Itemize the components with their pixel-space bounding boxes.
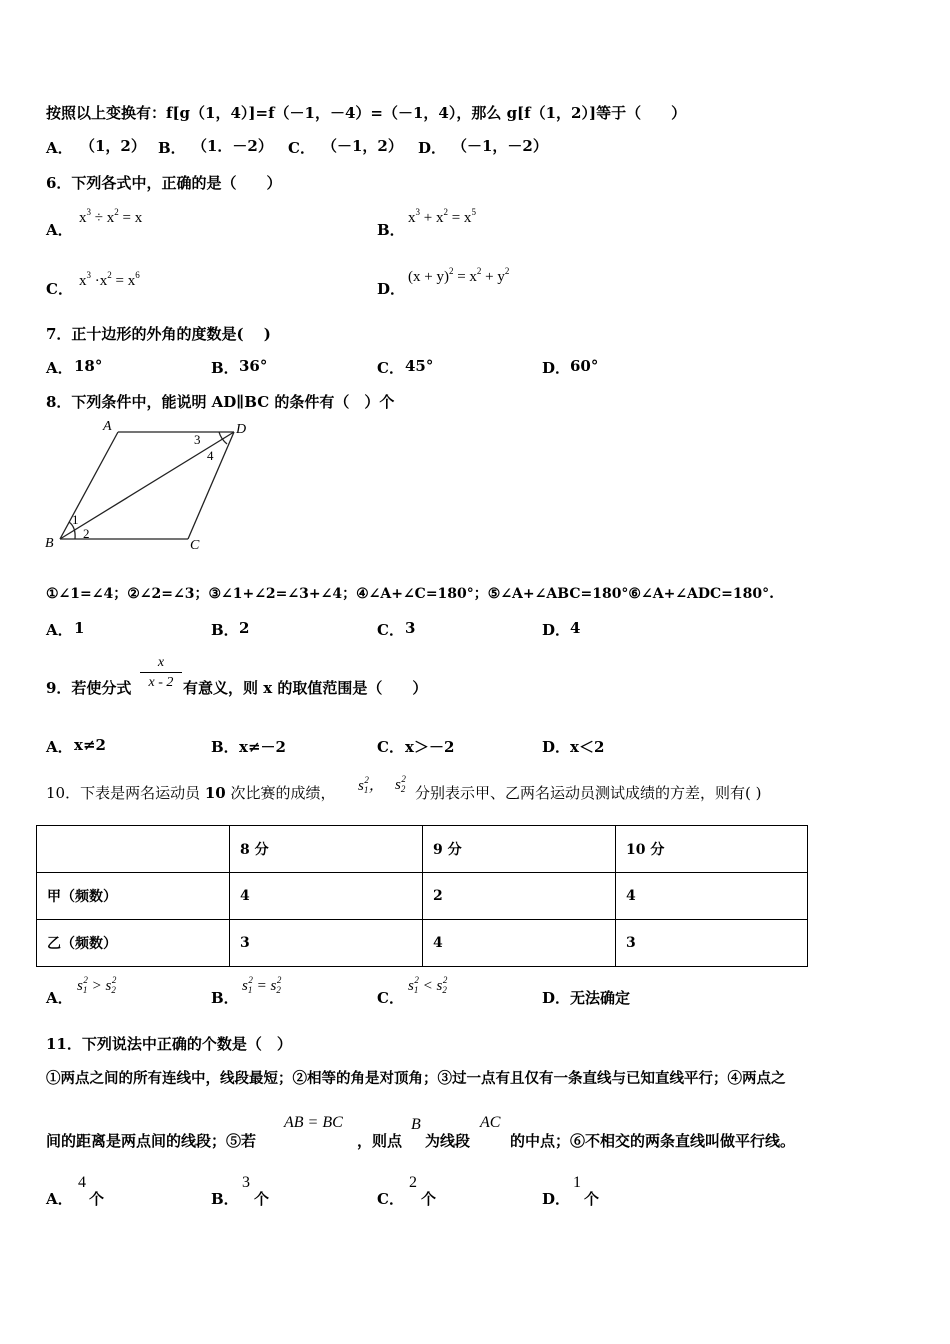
- q10-option-b-letter: B．: [211, 989, 239, 1007]
- q9-fraction-denominator: x - 2: [140, 672, 182, 693]
- table-cell: 甲（频数）: [37, 873, 230, 920]
- table-row: [37, 826, 808, 873]
- q8-option-c: 3: [405, 619, 416, 637]
- table-cell: 4: [616, 873, 808, 920]
- table-row: [37, 873, 808, 920]
- label-a: A: [103, 419, 112, 434]
- score-table: [36, 825, 808, 967]
- q10-stem-b: 10: [204, 784, 226, 802]
- q6-option-a-formula: $x^3 \div x^2 = x$: [79, 207, 143, 226]
- q6-option-d-formula: $(x + y)^2 = x^2 + y^2$: [408, 266, 510, 285]
- q9-option-b: x≠－2: [239, 738, 286, 756]
- q10-option-b-formula: $s_1^2 = s_2^2$: [242, 975, 282, 995]
- q6-option-c-letter: C．: [46, 280, 73, 298]
- q11-option-b-letter: B．: [211, 1190, 239, 1208]
- table-cell: 10 分: [616, 826, 808, 873]
- intro-text: 按照以上变换有：f[g（1，4）]=f（－1，－4）=（－1，4），那么 g[f（1，2）]等于（ ）: [46, 104, 687, 122]
- q11-line2-d: 的中点；⑥不相交的两条直线叫做平行线。: [510, 1132, 796, 1150]
- q9-stem-after: 有意义，则 x 的取值范围是（ ）: [183, 679, 428, 697]
- q8-option-d-letter: D．: [542, 621, 571, 639]
- q7-option-c-letter: C．: [377, 359, 404, 377]
- table-cell: 4: [230, 873, 423, 920]
- q11-option-d-number: 1: [573, 1174, 581, 1191]
- table-cell: 9 分: [423, 826, 616, 873]
- q11-option-a-unit: 个: [89, 1190, 105, 1208]
- q11-option-a-number: 4: [78, 1174, 86, 1191]
- q10-option-d: 无法确定: [570, 989, 631, 1007]
- intro-option-b-letter: B．: [158, 139, 186, 157]
- q11-option-a-letter: A．: [46, 1190, 73, 1208]
- angle-1-label: 1: [72, 512, 79, 527]
- q11-math-ac: AC: [480, 1114, 501, 1131]
- q11-option-c-letter: C．: [377, 1190, 404, 1208]
- q7-option-b-letter: B．: [211, 359, 239, 377]
- q9-option-b-letter: B．: [211, 738, 239, 756]
- q10-s2-squared: $s_2^2$: [395, 774, 406, 794]
- q9-fraction-numerator: x: [157, 655, 165, 670]
- q7-option-d: 60°: [570, 357, 599, 375]
- q11-option-c-number: 2: [409, 1174, 417, 1191]
- parallelogram-figure: [40, 415, 260, 560]
- q11-math-b: B: [411, 1116, 421, 1133]
- q6-option-b-letter: B．: [377, 221, 405, 239]
- q8-option-b: 2: [239, 619, 250, 637]
- side-ba: [60, 432, 118, 539]
- q8-option-d: 4: [570, 619, 581, 637]
- q7-option-c: 45°: [405, 357, 434, 375]
- q11-line2-c: 为线段: [425, 1132, 471, 1150]
- q11-option-b-unit: 个: [254, 1190, 270, 1208]
- table-row: [37, 920, 808, 967]
- q9-option-a-letter: A．: [46, 738, 73, 756]
- q6-stem: 6．下列各式中，正确的是（ ）: [46, 174, 282, 192]
- q6-option-c-formula: $x^3 \cdot x^2 = x^6$: [79, 270, 140, 289]
- q11-option-d-letter: D．: [542, 1190, 571, 1208]
- table-cell: 8 分: [230, 826, 423, 873]
- label-c: C: [190, 538, 200, 553]
- table-cell: 2: [423, 873, 616, 920]
- q11-stem: 11．下列说法中正确的个数是（ ）: [46, 1035, 292, 1053]
- q9-option-c-letter: C．: [377, 738, 404, 756]
- angle-3-label: 3: [194, 432, 201, 447]
- q6-option-a-letter: A．: [46, 221, 73, 239]
- q8-conditions: ①∠1=∠4；②∠2=∠3；③∠1+∠2=∠3+∠4；④∠A+∠C=180°；⑤∠A+∠ABC=180°⑥∠A+∠ADC=180°.: [46, 586, 775, 602]
- q7-option-a-letter: A．: [46, 359, 73, 377]
- q6-option-d-letter: D．: [377, 280, 406, 298]
- q10-stem-a: 10．下表是两名运动员: [46, 784, 201, 802]
- q10-stem-c: 次比赛的成绩，: [230, 784, 336, 802]
- q9-fraction: [140, 654, 182, 693]
- q10-stem-d: 分别表示甲、乙两名运动员测试成绩的方差，则有( ): [415, 784, 762, 802]
- q8-option-a: 1: [74, 619, 85, 637]
- q7-option-d-letter: D．: [542, 359, 571, 377]
- table-cell: 4: [423, 920, 616, 967]
- table-cell: 3: [616, 920, 808, 967]
- q8-stem: 8．下列条件中，能说明 AD∥BC 的条件有（ ）个: [46, 393, 395, 411]
- q9-stem-before: 9．若使分式: [46, 679, 132, 697]
- q8-option-c-letter: C．: [377, 621, 404, 639]
- intro-option-c-letter: C．: [288, 139, 315, 157]
- q10-option-a-letter: A．: [46, 989, 73, 1007]
- q11-option-b-number: 3: [242, 1174, 250, 1191]
- table-cell: [37, 826, 230, 873]
- q9-option-a: x≠2: [74, 736, 106, 754]
- q7-option-a: 18°: [74, 357, 103, 375]
- intro-option-a-letter: A．: [46, 139, 73, 157]
- q11-option-d-unit: 个: [584, 1190, 600, 1208]
- q6-option-b-formula: $x^3 + x^2 = x^5$: [408, 207, 476, 226]
- q11-line2-b: ，则点: [357, 1132, 403, 1150]
- q8-option-b-letter: B．: [211, 621, 239, 639]
- q10-stem: [46, 782, 336, 803]
- q10-option-d-letter: D．: [542, 989, 571, 1007]
- q10-option-c-formula: $s_1^2 < s_2^2$: [408, 975, 448, 995]
- angle-2-label: 2: [83, 526, 90, 541]
- q9-option-d-letter: D．: [542, 738, 571, 756]
- label-d: D: [236, 422, 247, 437]
- q8-option-a-letter: A．: [46, 621, 73, 639]
- q10-option-a-formula: $s_1^2 > s_2^2$: [77, 975, 117, 995]
- angle-arc-d: [219, 432, 227, 444]
- q11-math-ab-bc: AB = BC: [284, 1114, 343, 1131]
- q7-option-b: 36°: [239, 357, 268, 375]
- q9-option-d: x＜2: [570, 738, 605, 756]
- intro-option-d-letter: D．: [418, 139, 447, 157]
- q7-stem: 7．正十边形的外角的度数是( ): [46, 325, 271, 343]
- q10-s1-squared: $s_1^2$，: [358, 775, 384, 795]
- q11-line2-a: 间的距离是两点间的线段；⑤若: [46, 1132, 257, 1150]
- label-b: B: [45, 536, 54, 551]
- intro-option-b: （1．－2）: [192, 137, 273, 155]
- intro-option-d: （－1，－2）: [452, 137, 548, 155]
- angle-4-label: 4: [207, 448, 214, 463]
- q11-line1: ①两点之间的所有连线中，线段最短；②相等的角是对顶角；③过一点有且仅有一条直线与已知直线平行；④两点之: [46, 1070, 786, 1087]
- q9-option-c: x＞－2: [405, 738, 455, 756]
- table-cell: 乙（频数）: [37, 920, 230, 967]
- q10-option-c-letter: C．: [377, 989, 404, 1007]
- intro-option-a: （1，2）: [80, 137, 146, 155]
- table-cell: 3: [230, 920, 423, 967]
- intro-option-c: （－1，2）: [322, 137, 403, 155]
- q11-option-c-unit: 个: [421, 1190, 437, 1208]
